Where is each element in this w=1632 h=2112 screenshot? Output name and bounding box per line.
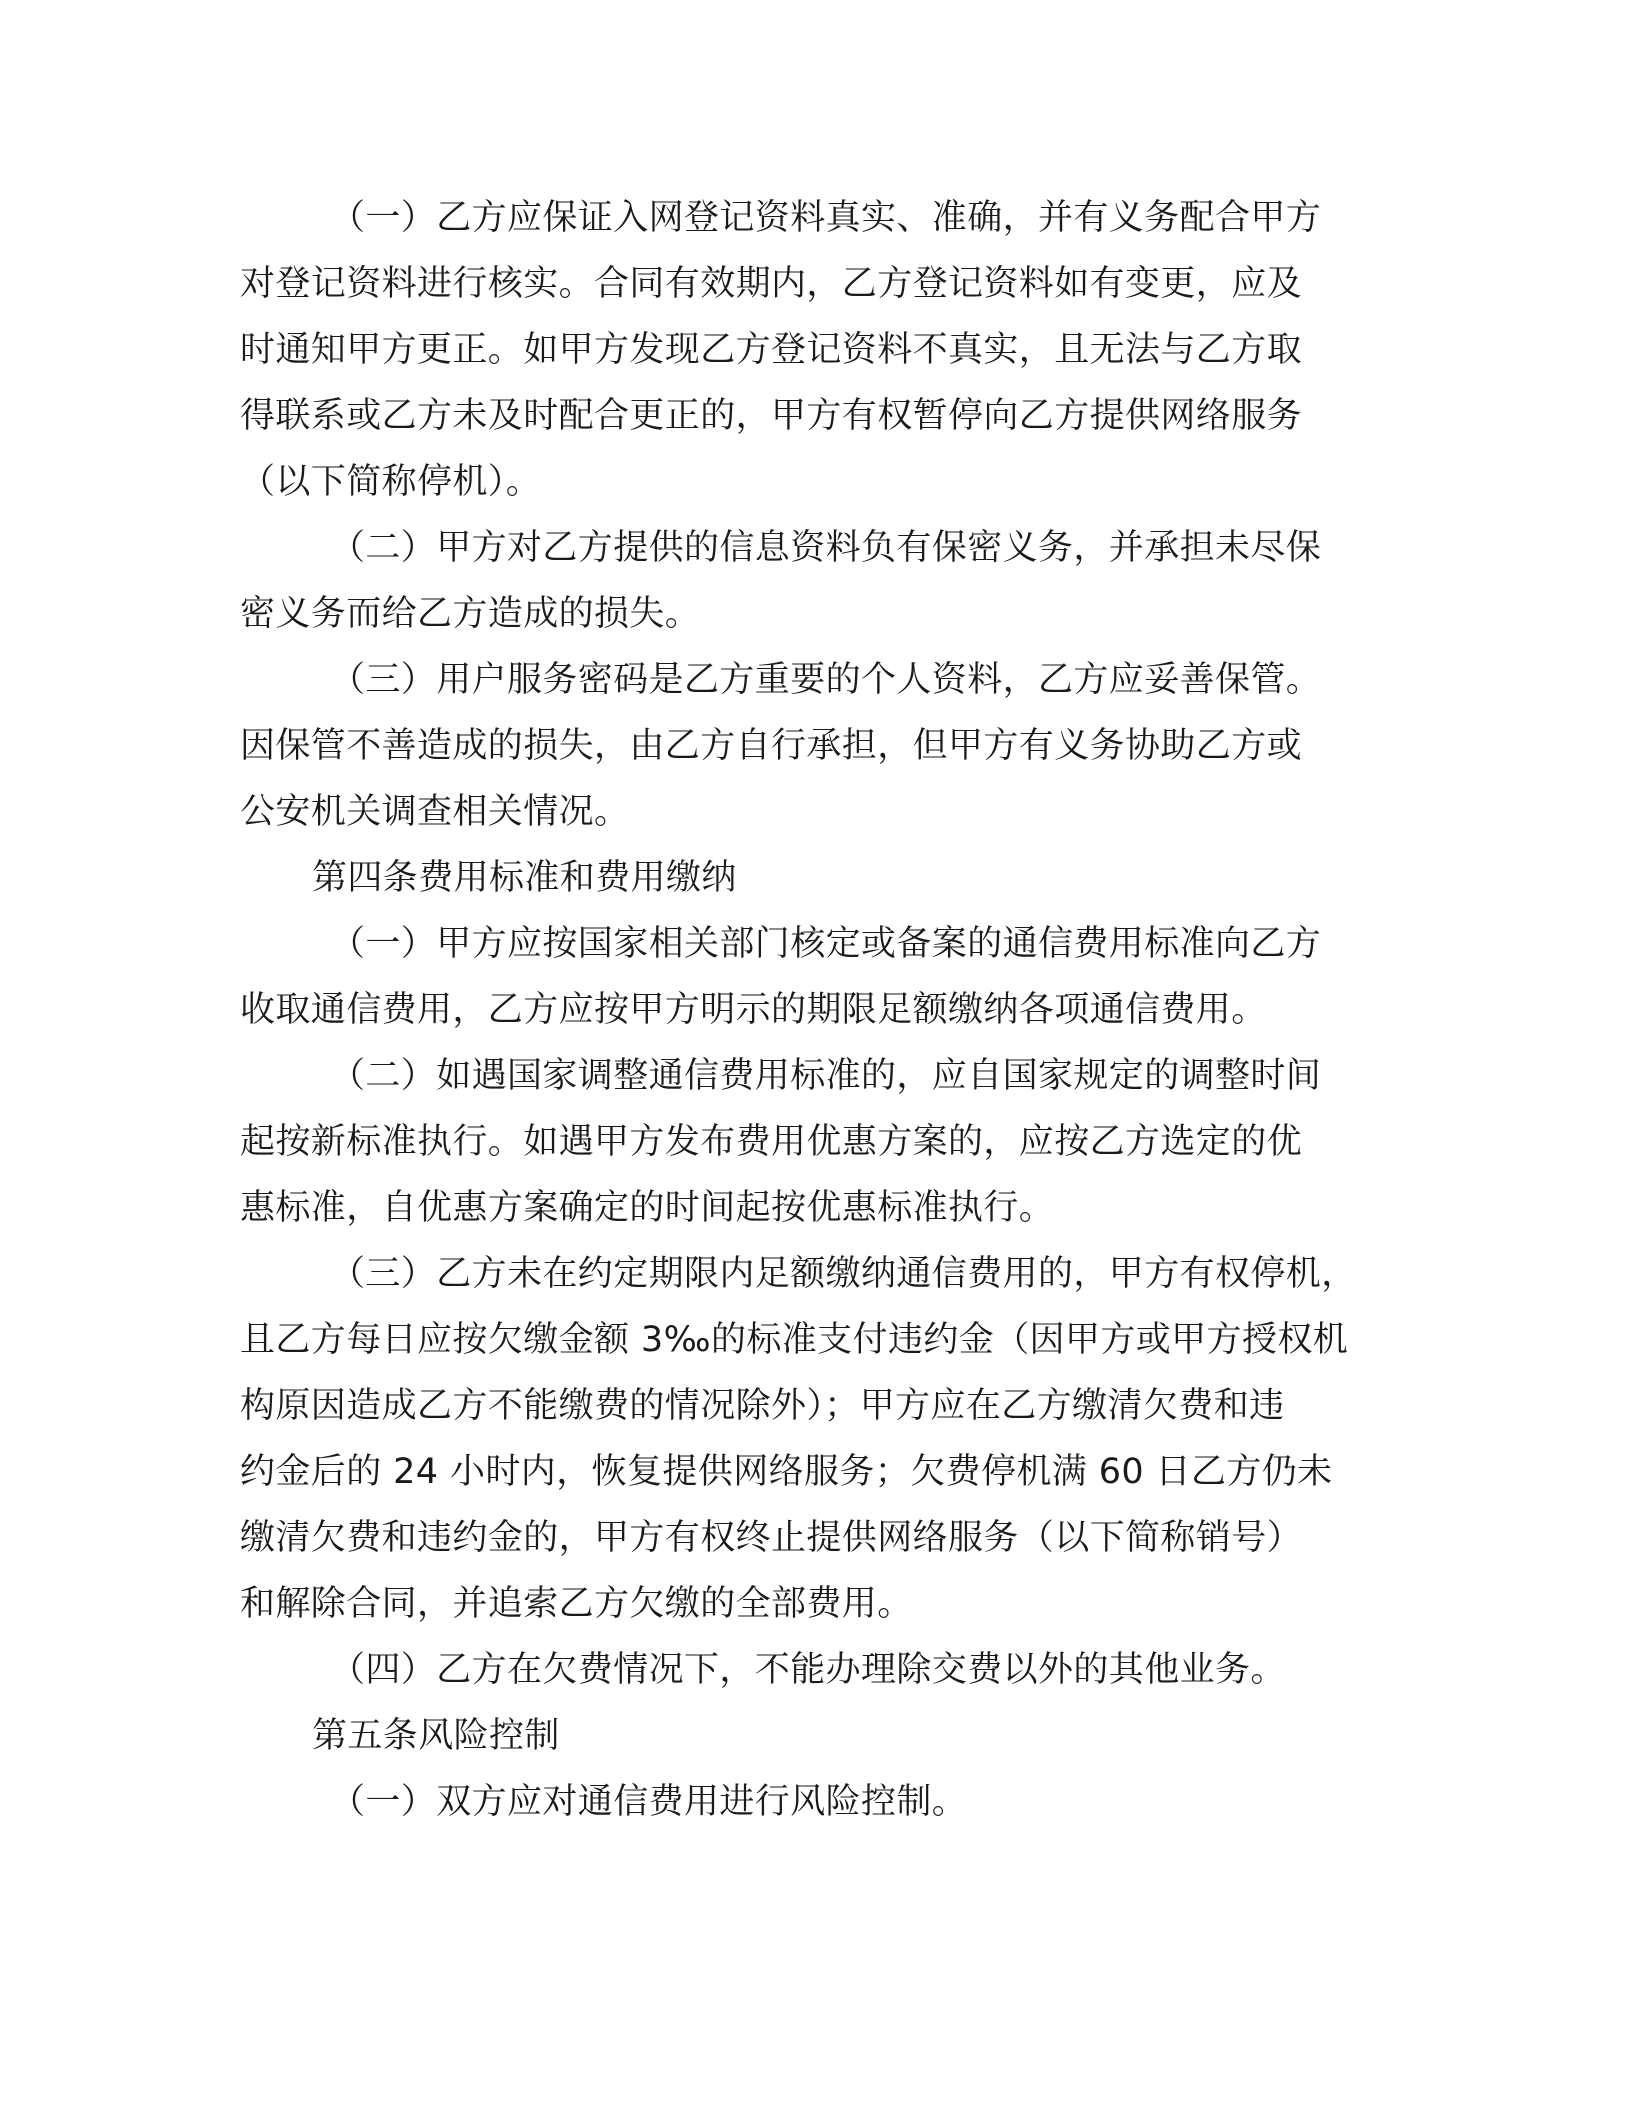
clause-1-line-2: 对登记资料进行核实。合同有效期内，乙方登记资料如有变更，应及	[240, 264, 1303, 304]
article-4-heading: 第四条费用标准和费用缴纳	[312, 858, 737, 898]
clause-1-line-5: （以下简称停机）。	[240, 462, 542, 502]
article-4-clause-3-line-3: 构原因造成乙方不能缴费的情况除外）；甲方应在乙方缴清欠费和违	[240, 1386, 1285, 1426]
article-4-clause-3-line-4: 约金后的 24 小时内，恢复提供网络服务；欠费停机满 60 日乙方仍未	[240, 1452, 1333, 1492]
clause-3-line-3: 公安机关调查相关情况。	[240, 792, 630, 832]
clause-3-line-2: 因保管不善造成的损失，由乙方自行承担，但甲方有义务协助乙方或	[240, 726, 1303, 766]
clause-2-line-1: （二）甲方对乙方提供的信息资料负有保密义务，并承担未尽保	[330, 528, 1322, 568]
article-4-clause-2-line-3: 惠标准，自优惠方案确定的时间起按优惠标准执行。	[240, 1188, 1055, 1228]
clause-2-line-2: 密义务而给乙方造成的损失。	[240, 594, 701, 634]
article-5-clause-1: （一）双方应对通信费用进行风险控制。	[330, 1782, 968, 1822]
article-4-clause-3-line-5: 缴清欠费和违约金的，甲方有权终止提供网络服务（以下简称销号）	[240, 1518, 1303, 1558]
article-4-clause-3-line-2: 且乙方每日应按欠缴金额 3‰的标准支付违约金（因甲方或甲方授权机	[240, 1320, 1349, 1360]
article-4-clause-1-line-1: （一）甲方应按国家相关部门核定或备案的通信费用标准向乙方	[330, 924, 1322, 964]
clause-3-line-1: （三）用户服务密码是乙方重要的个人资料，乙方应妥善保管。	[330, 660, 1322, 700]
article-4-clause-1-line-2: 收取通信费用，乙方应按甲方明示的期限足额缴纳各项通信费用。	[240, 990, 1267, 1030]
clause-1-line-1: （一）乙方应保证入网登记资料真实、准确，并有义务配合甲方	[330, 198, 1322, 238]
article-4-clause-3-line-1: （三）乙方未在约定期限内足额缴纳通信费用的，甲方有权停机，	[330, 1254, 1357, 1294]
article-4-clause-3-line-6: 和解除合同，并追索乙方欠缴的全部费用。	[240, 1584, 913, 1624]
article-4-clause-2-line-2: 起按新标准执行。如遇甲方发布费用优惠方案的，应按乙方选定的优	[240, 1122, 1303, 1162]
clause-1-line-4: 得联系或乙方未及时配合更正的，甲方有权暂停向乙方提供网络服务	[240, 396, 1303, 436]
article-5-heading: 第五条风险控制	[312, 1716, 560, 1756]
article-4-clause-2-line-1: （二）如遇国家调整通信费用标准的，应自国家规定的调整时间	[330, 1056, 1322, 1096]
clause-1-line-3: 时通知甲方更正。如甲方发现乙方登记资料不真实，且无法与乙方取	[240, 330, 1303, 370]
article-4-clause-4: （四）乙方在欠费情况下，不能办理除交费以外的其他业务。	[330, 1650, 1286, 1690]
